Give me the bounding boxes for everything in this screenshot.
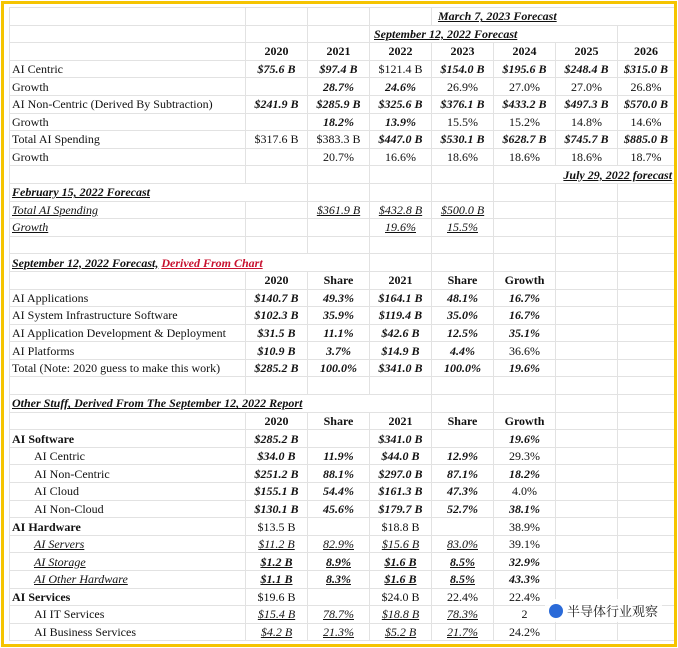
derived-from-chart-label: Derived From Chart bbox=[161, 255, 263, 270]
cell: 2 bbox=[494, 606, 556, 624]
col-header: 2021 bbox=[370, 271, 432, 289]
cell: 8.9% bbox=[308, 553, 370, 571]
year-header: 2025 bbox=[556, 43, 618, 61]
cell: 18.2% bbox=[494, 465, 556, 483]
cell: $14.9 B bbox=[370, 342, 432, 360]
cell: $140.7 B bbox=[246, 289, 308, 307]
wechat-logo-icon bbox=[549, 604, 563, 618]
row-label: AI Business Services bbox=[10, 623, 246, 641]
title-row-1 bbox=[10, 8, 675, 26]
table-row bbox=[10, 342, 675, 360]
cell: 35.9% bbox=[308, 307, 370, 325]
cell: 18.2% bbox=[308, 113, 370, 131]
cell: $341.0 B bbox=[370, 430, 432, 448]
row-label: AI Non-Centric bbox=[10, 465, 246, 483]
row-label: AI Servers bbox=[10, 535, 246, 553]
row-label: AI Hardware bbox=[10, 518, 246, 536]
cell: 47.3% bbox=[432, 483, 494, 501]
cell: 15.2% bbox=[494, 113, 556, 131]
row-label: AI Non-Cloud bbox=[10, 500, 246, 518]
march-2023-forecast-title: March 7, 2023 Forecast bbox=[432, 8, 675, 26]
july-2022-forecast-title: July 29, 2022 forecast bbox=[494, 166, 675, 184]
cell bbox=[246, 113, 308, 131]
cell: $18.8 B bbox=[370, 518, 432, 536]
row-label: AI Software bbox=[10, 430, 246, 448]
other-stuff-title: Other Stuff, Derived From The September 12, 2022 Report bbox=[10, 395, 432, 413]
row-label: AI Platforms bbox=[10, 342, 246, 360]
cell: 54.4% bbox=[308, 483, 370, 501]
cell: 100.0% bbox=[308, 359, 370, 377]
cell: 11.9% bbox=[308, 447, 370, 465]
cell bbox=[432, 518, 494, 536]
cell: 18.6% bbox=[556, 148, 618, 166]
cell: $376.1 B bbox=[432, 95, 494, 113]
cell: 27.0% bbox=[494, 78, 556, 96]
cell: 78.3% bbox=[432, 606, 494, 624]
cell: $432.8 B bbox=[370, 201, 432, 219]
cell: $325.6 B bbox=[370, 95, 432, 113]
cell: 78.7% bbox=[308, 606, 370, 624]
table-row bbox=[10, 518, 675, 536]
feb-forecast-title-row bbox=[10, 183, 675, 201]
cell: $530.1 B bbox=[432, 131, 494, 149]
cell: 11.1% bbox=[308, 324, 370, 342]
cell: $433.2 B bbox=[494, 95, 556, 113]
col-header: Share bbox=[432, 412, 494, 430]
row-label: AI Services bbox=[10, 588, 246, 606]
cell: 16.7% bbox=[494, 307, 556, 325]
row-label: AI Non-Centric (Derived By Subtraction) bbox=[10, 95, 246, 113]
cell: 20.7% bbox=[308, 148, 370, 166]
table-row bbox=[10, 219, 675, 237]
cell: 8.3% bbox=[308, 571, 370, 589]
row-label: Growth bbox=[10, 148, 246, 166]
table-row bbox=[10, 113, 675, 131]
cell: 16.6% bbox=[370, 148, 432, 166]
cell: 13.9% bbox=[370, 113, 432, 131]
other-stuff-title-row bbox=[10, 395, 675, 413]
col-header: 2020 bbox=[246, 412, 308, 430]
cell: $15.6 B bbox=[370, 535, 432, 553]
year-header: 2026 bbox=[618, 43, 675, 61]
cell: $745.7 B bbox=[556, 131, 618, 149]
row-label: AI Other Hardware bbox=[10, 571, 246, 589]
cell: $500.0 B bbox=[432, 201, 494, 219]
col-header: 2021 bbox=[370, 412, 432, 430]
table-row bbox=[10, 131, 675, 149]
cell: $164.1 B bbox=[370, 289, 432, 307]
cell: $10.9 B bbox=[246, 342, 308, 360]
cell: $34.0 B bbox=[246, 447, 308, 465]
feb-2022-forecast-title: February 15, 2022 Forecast bbox=[10, 183, 308, 201]
cell: 88.1% bbox=[308, 465, 370, 483]
table-row bbox=[10, 500, 675, 518]
cell: $1.1 B bbox=[246, 571, 308, 589]
forecast-sheet bbox=[9, 7, 675, 641]
cell: 12.5% bbox=[432, 324, 494, 342]
row-label: AI Centric bbox=[10, 60, 246, 78]
cell: $1.2 B bbox=[246, 553, 308, 571]
cell: 16.7% bbox=[494, 289, 556, 307]
cell: 15.5% bbox=[432, 113, 494, 131]
cell: $317.6 B bbox=[246, 131, 308, 149]
sept-derived-title-row bbox=[10, 254, 675, 272]
cell: $75.6 B bbox=[246, 60, 308, 78]
cell: 52.7% bbox=[432, 500, 494, 518]
cell: 21.7% bbox=[432, 623, 494, 641]
table-row bbox=[10, 535, 675, 553]
cell bbox=[308, 588, 370, 606]
table-row bbox=[10, 324, 675, 342]
year-header-row bbox=[10, 43, 675, 61]
cell: 14.8% bbox=[556, 113, 618, 131]
cell: 100.0% bbox=[432, 359, 494, 377]
cell bbox=[432, 430, 494, 448]
cell: $119.4 B bbox=[370, 307, 432, 325]
col-header: Share bbox=[308, 271, 370, 289]
cell: 24.6% bbox=[370, 78, 432, 96]
cell: 19.6% bbox=[494, 359, 556, 377]
cell: $570.0 B bbox=[618, 95, 675, 113]
cell: $24.0 B bbox=[370, 588, 432, 606]
cell: 19.6% bbox=[370, 219, 432, 237]
cell: 18.6% bbox=[494, 148, 556, 166]
cell: 36.6% bbox=[494, 342, 556, 360]
spacer-row bbox=[10, 377, 675, 395]
t3-header-row bbox=[10, 271, 675, 289]
cell: $44.0 B bbox=[370, 447, 432, 465]
row-label: AI Application Development & Deployment bbox=[10, 324, 246, 342]
cell: 28.7% bbox=[308, 78, 370, 96]
cell: $285.2 B bbox=[246, 430, 308, 448]
col-header: Share bbox=[432, 271, 494, 289]
cell: $447.0 B bbox=[370, 131, 432, 149]
t4-header-row bbox=[10, 412, 675, 430]
cell bbox=[308, 430, 370, 448]
col-header: Growth bbox=[494, 412, 556, 430]
cell: $130.1 B bbox=[246, 500, 308, 518]
cell: 12.9% bbox=[432, 447, 494, 465]
table-row bbox=[10, 571, 675, 589]
col-header: Share bbox=[308, 412, 370, 430]
cell: 18.7% bbox=[618, 148, 675, 166]
title-row-2 bbox=[10, 25, 675, 43]
table-row bbox=[10, 201, 675, 219]
row-label: AI System Infrastructure Software bbox=[10, 307, 246, 325]
cell: $361.9 B bbox=[308, 201, 370, 219]
year-header: 2020 bbox=[246, 43, 308, 61]
row-label: AI Centric bbox=[10, 447, 246, 465]
cell: $179.7 B bbox=[370, 500, 432, 518]
row-label: Total AI Spending bbox=[10, 201, 246, 219]
row-label: Growth bbox=[10, 219, 246, 237]
year-header: 2021 bbox=[308, 43, 370, 61]
watermark-text: 半导体行业观察 bbox=[566, 605, 658, 620]
cell: $497.3 B bbox=[556, 95, 618, 113]
cell: $251.2 B bbox=[246, 465, 308, 483]
cell: $154.0 B bbox=[432, 60, 494, 78]
watermark bbox=[545, 599, 662, 622]
table-row bbox=[10, 465, 675, 483]
cell: $161.3 B bbox=[370, 483, 432, 501]
cell: $18.8 B bbox=[370, 606, 432, 624]
cell: 48.1% bbox=[432, 289, 494, 307]
table-row bbox=[10, 553, 675, 571]
table-row bbox=[10, 359, 675, 377]
row-label: AI IT Services bbox=[10, 606, 246, 624]
cell: $341.0 B bbox=[370, 359, 432, 377]
cell: 26.8% bbox=[618, 78, 675, 96]
cell: 35.0% bbox=[432, 307, 494, 325]
table-row bbox=[10, 78, 675, 96]
cell: $19.6 B bbox=[246, 588, 308, 606]
cell: $285.9 B bbox=[308, 95, 370, 113]
cell: 22.4% bbox=[494, 588, 556, 606]
row-label: AI Storage bbox=[10, 553, 246, 571]
cell: 4.4% bbox=[432, 342, 494, 360]
cell: $241.9 B bbox=[246, 95, 308, 113]
cell: 8.5% bbox=[432, 571, 494, 589]
sept-2022-forecast-label: September 12, 2022 Forecast, bbox=[12, 255, 159, 270]
cell: $285.2 B bbox=[246, 359, 308, 377]
spreadsheet-frame bbox=[1, 1, 677, 647]
cell: 35.1% bbox=[494, 324, 556, 342]
cell bbox=[308, 219, 370, 237]
sept-2022-forecast-title: September 12, 2022 Forecast bbox=[370, 25, 618, 43]
cell: 38.1% bbox=[494, 500, 556, 518]
cell: 27.0% bbox=[556, 78, 618, 96]
cell bbox=[246, 148, 308, 166]
cell: $5.2 B bbox=[370, 623, 432, 641]
cell: $1.6 B bbox=[370, 553, 432, 571]
cell: $13.5 B bbox=[246, 518, 308, 536]
cell: 87.1% bbox=[432, 465, 494, 483]
cell: 8.5% bbox=[432, 553, 494, 571]
cell: $195.6 B bbox=[494, 60, 556, 78]
cell: 32.9% bbox=[494, 553, 556, 571]
cell: 22.4% bbox=[432, 588, 494, 606]
row-label: Growth bbox=[10, 113, 246, 131]
cell: 45.6% bbox=[308, 500, 370, 518]
cell: 38.9% bbox=[494, 518, 556, 536]
table-row bbox=[10, 148, 675, 166]
cell: $1.6 B bbox=[370, 571, 432, 589]
cell: 4.0% bbox=[494, 483, 556, 501]
cell: 29.3% bbox=[494, 447, 556, 465]
year-header: 2023 bbox=[432, 43, 494, 61]
table-row bbox=[10, 289, 675, 307]
cell: 21.3% bbox=[308, 623, 370, 641]
cell: 18.6% bbox=[432, 148, 494, 166]
spacer-row bbox=[10, 236, 675, 254]
table-row bbox=[10, 483, 675, 501]
cell: $15.4 B bbox=[246, 606, 308, 624]
cell: 49.3% bbox=[308, 289, 370, 307]
cell: 39.1% bbox=[494, 535, 556, 553]
cell: $248.4 B bbox=[556, 60, 618, 78]
row-label: Total AI Spending bbox=[10, 131, 246, 149]
row-label: AI Cloud bbox=[10, 483, 246, 501]
row-label: Growth bbox=[10, 78, 246, 96]
cell: $4.2 B bbox=[246, 623, 308, 641]
sept-derived-title bbox=[10, 254, 370, 272]
cell: 43.3% bbox=[494, 571, 556, 589]
col-header: Growth bbox=[494, 271, 556, 289]
cell bbox=[308, 518, 370, 536]
year-header: 2024 bbox=[494, 43, 556, 61]
cell: 83.0% bbox=[432, 535, 494, 553]
cell: $31.5 B bbox=[246, 324, 308, 342]
cell: $42.6 B bbox=[370, 324, 432, 342]
cell: 14.6% bbox=[618, 113, 675, 131]
cell: 19.6% bbox=[494, 430, 556, 448]
cell: $383.3 B bbox=[308, 131, 370, 149]
cell: $315.0 B bbox=[618, 60, 675, 78]
cell: $628.7 B bbox=[494, 131, 556, 149]
row-label: Total (Note: 2020 guess to make this work) bbox=[10, 359, 246, 377]
cell: 15.5% bbox=[432, 219, 494, 237]
table-row bbox=[10, 430, 675, 448]
cell: $102.3 B bbox=[246, 307, 308, 325]
cell: 26.9% bbox=[432, 78, 494, 96]
cell: $155.1 B bbox=[246, 483, 308, 501]
table-row bbox=[10, 623, 675, 641]
row-label: AI Applications bbox=[10, 289, 246, 307]
cell: 3.7% bbox=[308, 342, 370, 360]
cell: $121.4 B bbox=[370, 60, 432, 78]
cell: $97.4 B bbox=[308, 60, 370, 78]
july-forecast-row bbox=[10, 166, 675, 184]
table-row bbox=[10, 307, 675, 325]
table-row bbox=[10, 95, 675, 113]
year-header: 2022 bbox=[370, 43, 432, 61]
cell bbox=[246, 78, 308, 96]
cell: $297.0 B bbox=[370, 465, 432, 483]
table-row bbox=[10, 447, 675, 465]
cell: $11.2 B bbox=[246, 535, 308, 553]
cell: 24.2% bbox=[494, 623, 556, 641]
cell: $885.0 B bbox=[618, 131, 675, 149]
cell: 82.9% bbox=[308, 535, 370, 553]
col-header: 2020 bbox=[246, 271, 308, 289]
table-row bbox=[10, 60, 675, 78]
